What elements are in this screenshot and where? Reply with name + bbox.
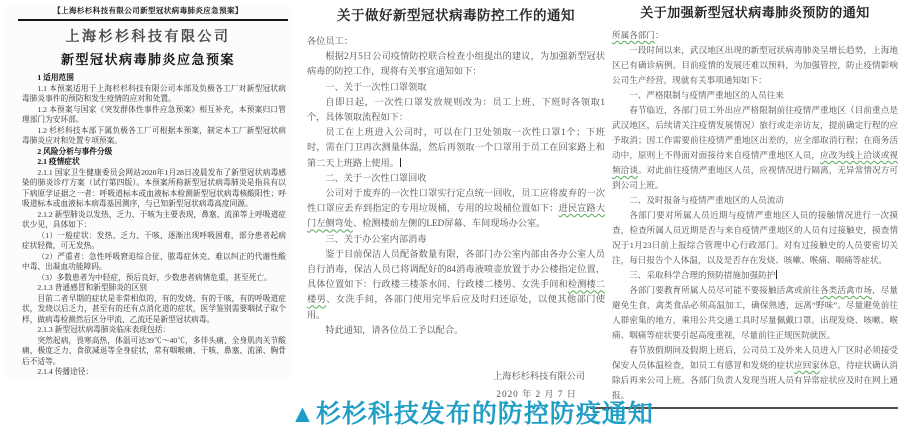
doc-left-paragraph: 2.1.3 新型冠状病毒肺炎临床表现包括： xyxy=(37,325,171,335)
doc-left-heading: 2.1 疫情症状 xyxy=(37,157,80,167)
doc-mid-paragraph: 特此通知，请各位员工予以配合。 xyxy=(325,324,464,335)
doc-mid-paragraph: 公司对于废弃的一次性口罩实行定点统一回收，员工应将废弃的一次性口罩应丢弃到指定的专用垃圾桶，专用的垃圾桶位置如下：进民宣路大门左侧弯处、检测楼前左侧的LED屏幕、车间现场办公室。 xyxy=(307,188,606,229)
document-emergency-plan xyxy=(4,5,292,378)
doc-left-body xyxy=(4,73,292,378)
doc-left-paragraph: 2.1.3 普通感冒和新型肺炎的区别 xyxy=(37,283,147,293)
doc-mid-paragraph: 自即日起，一次性口罩发放规则改为：员工上班、下班时各领取1个，具体领取流程如下： xyxy=(307,96,605,123)
document-prevention-notice xyxy=(612,2,898,409)
doc-mid-paragraph: 根据2月5日公司疫情防控联合检查小组提出的建议，为加强新型冠状病毒的防控工作，现将有关事宜通知如下： xyxy=(307,51,605,77)
doc-left-paragraph: 2.1.2 新型肺炎以发热、乏力、干咳为主要表现，鼻塞、流涕等上呼吸道症状少见，具体如下： xyxy=(22,209,286,230)
doc-left-paragraph: 突然起病，畏寒高热，体温可达39℃～40℃，多伴头痛、全身肌肉关节酸痛、极度乏力、食欲减退等全身症状，常有咽喉痛、干咳、鼻塞、流涕、胸骨后不适等。 xyxy=(22,335,286,366)
doc-right-salutation: 所属各部门： xyxy=(612,30,664,40)
doc-left-heading: 1 适用范围 xyxy=(37,73,74,83)
doc-right-paragraph: 各部门要对所属人员近期与疫情严重地区人员的接触情况进行一次摸查，检查所属人员近期是否与来自疫情严重地区的人员有过接触史，摸查情况于1月23日前上报综合管理中心行政部门。对有过接触史的人员要密切关注，每日报告个人体温，以及是否存在发烧、咳嗽、喉痛、咽痛等症状。 xyxy=(612,210,898,265)
doc-right-section-heading: 一、严格限制与疫情严重地区的人员往来 xyxy=(629,90,784,100)
doc-left-paragraph: 2.1.4 传播途径： xyxy=(37,367,94,377)
doc-mid-signature: 上海杉杉科技有限公司 xyxy=(493,371,585,382)
doc-left-paragraph: （3）多数患者为中轻症，预后良好，少数患者病情危重，甚至死亡。 xyxy=(37,272,272,282)
doc-right-paragraph: 一段时间以来，武汉地区出现的新型冠状病毒肺炎呈增长趋势，上海地区已有确诊病例。目前疫情的发展还难以预料，为加强管控，防止疫情影响公司生产经营，现就有关事项通知如下： xyxy=(612,45,898,85)
doc-right-paragraph: 春节放假期间及假期上班后，公司员工及外来人员进入厂区时必须接受保安人员体温检查，如员工有感冒和发烧的症状应回家休息，待症状确认消除后再来公司上班。各部门负责人发现当班人员有异常症状应及时在网上通报。 xyxy=(612,345,898,400)
doc-left-paragraph: （2）严重者：急性呼吸窘迫综合征、脓毒症休克、难以纠正的代谢性酸中毒、出凝血功能障码。 xyxy=(22,251,286,272)
doc-left-plan-title: 新型冠状病毒肺炎应急预案 xyxy=(60,52,235,68)
doc-left-paragraph: 2.1.1 国家卫生健康委员会网站2020年1月28日凌晨发布了新型冠状病毒感染的肺炎诊疗方案（试行第四版）。本预案所称新型冠状病毒肺炎是指具有以下病原学证据之一者：呼吸道标本或血液标本检测新型冠状病毒核酸阳性；呼吸道标本或血液标本病毒基因测序，与已知新型冠状病毒高度同源。 xyxy=(22,167,286,209)
doc-left-company-title: 上海杉杉科技有限公司 xyxy=(65,30,231,46)
doc-left-header-rule xyxy=(18,19,288,21)
doc-mid-section-heading: 二、关于一次性口罩回收 xyxy=(325,172,427,183)
doc-right-title: 关于加强新型冠状病毒肺炎预防的通知 xyxy=(640,5,870,20)
doc-mid-section-heading: 一、关于一次性口罩领取 xyxy=(325,81,427,92)
image-caption: ▲杉杉科技发布的防控防疫通知 xyxy=(290,400,654,428)
doc-right-section-heading: 二、及时报备与疫情严重地区的人员流动 xyxy=(629,195,784,205)
doc-left-paragraph: 1.2 本预案与国家《突发群体性事件应急预案》相互补充，本预案归口管理部门为安环部。 xyxy=(22,104,286,125)
doc-left-paragraph: 1.1 本预案适用于上海杉杉科技有限公司本部及负极各工厂对新型冠状病毒肺炎事件的预防和发生疫情的应对和处置。 xyxy=(22,83,286,104)
doc-mid-title: 关于做好新型冠状病毒防控工作的通知 xyxy=(337,8,575,23)
doc-mid-paragraph: 鉴于目前保洁人员配备数量有限，各部门办公室内部由各办公室人员自行消毒，保洁人员已将调配好的84消毒液喷壶放置于办公楼指定位置，具体位置如下：行政楼三楼茶水间、行政楼二楼男、女洗手间和检测楼二楼男、女洗手间，各部门使用完毕后应及时归还原处，以便其他部门使用。 xyxy=(307,248,606,320)
doc-mid-paragraph: 员工在上班进入公司时，可以在门卫处领取一次性口罩1个；下班时，需在门卫再次测量体温，然后再领取一个口罩用于员工在回家路上和第二天上班路上使用。 xyxy=(307,125,605,171)
doc-mid-body xyxy=(307,34,605,338)
doc-mid-salutation: 各位员工： xyxy=(307,36,353,46)
doc-mid-date: 2020 年 2 月 7 日 xyxy=(496,389,577,400)
doc-right-paragraph: 春节临近，各部门员工外出应严格限制前往疫情严重地区（目前重点是武汉地区，后续请关注疫情发展情况）旅行或走亲访友，提前确定行程的应予取消；因工作需要前往疫情严重地区出差的，应全部取消行程；在商务活动中，原则上不得面对面接待来自疫情严重地区人员，应改为线上洽谈或视频洽谈。对此前往疫情严重地区人员，应视情况进行隔离，无异常情况方可到公司上班。 xyxy=(612,105,898,190)
document-mask-notice xyxy=(307,4,605,400)
doc-mid-section-heading: 三、关于办公室内部消毒 xyxy=(325,233,427,244)
doc-right-body xyxy=(612,28,898,403)
doc-left-paragraph: 目前二者早期的症状是非常相似的，有的发烧、有的干咳，有的呼吸道症状，发烧以后乏力，甚至有的还有点消化道的症状，医学鉴别需要咽拭子取个样，做病毒检测然后区分甲流、乙流还是新型冠状病毒。 xyxy=(22,293,286,324)
doc-left-bracket-header: 【上海杉杉科技有限公司新型冠状病毒肺炎应急预案】 xyxy=(53,6,243,15)
doc-right-paragraph: 各部门要教育所属人员尽可能不要接触活禽或前往各类活禽市场，尽量避免生食，禽类食品必须高温加工，确保熟透，远离“野味”。尽量避免前往人群密集的地方，乘用公共交通工具时尽量佩戴口罩。出现发烧、咳嗽、喉痛、咽痛等症状要引起高度重视，尽量前往正规医院就医。 xyxy=(612,285,898,340)
doc-right-section-heading: 三、采取科学合理的预防措施加强防护 xyxy=(612,268,898,283)
doc-left-paragraph: （1）一般症状：发热、乏力、干咳、逐渐出现呼吸困难，部分患者起病症状轻微，可无发热。 xyxy=(22,230,286,251)
doc-left-paragraph: 1.2 杉杉科技本部下属负极各工厂可根据本预案，制定本工厂新型冠状病毒肺炎应对和处置专项预案。 xyxy=(22,125,286,146)
doc-left-heading: 2 风险分析与事件分级 xyxy=(37,146,113,156)
